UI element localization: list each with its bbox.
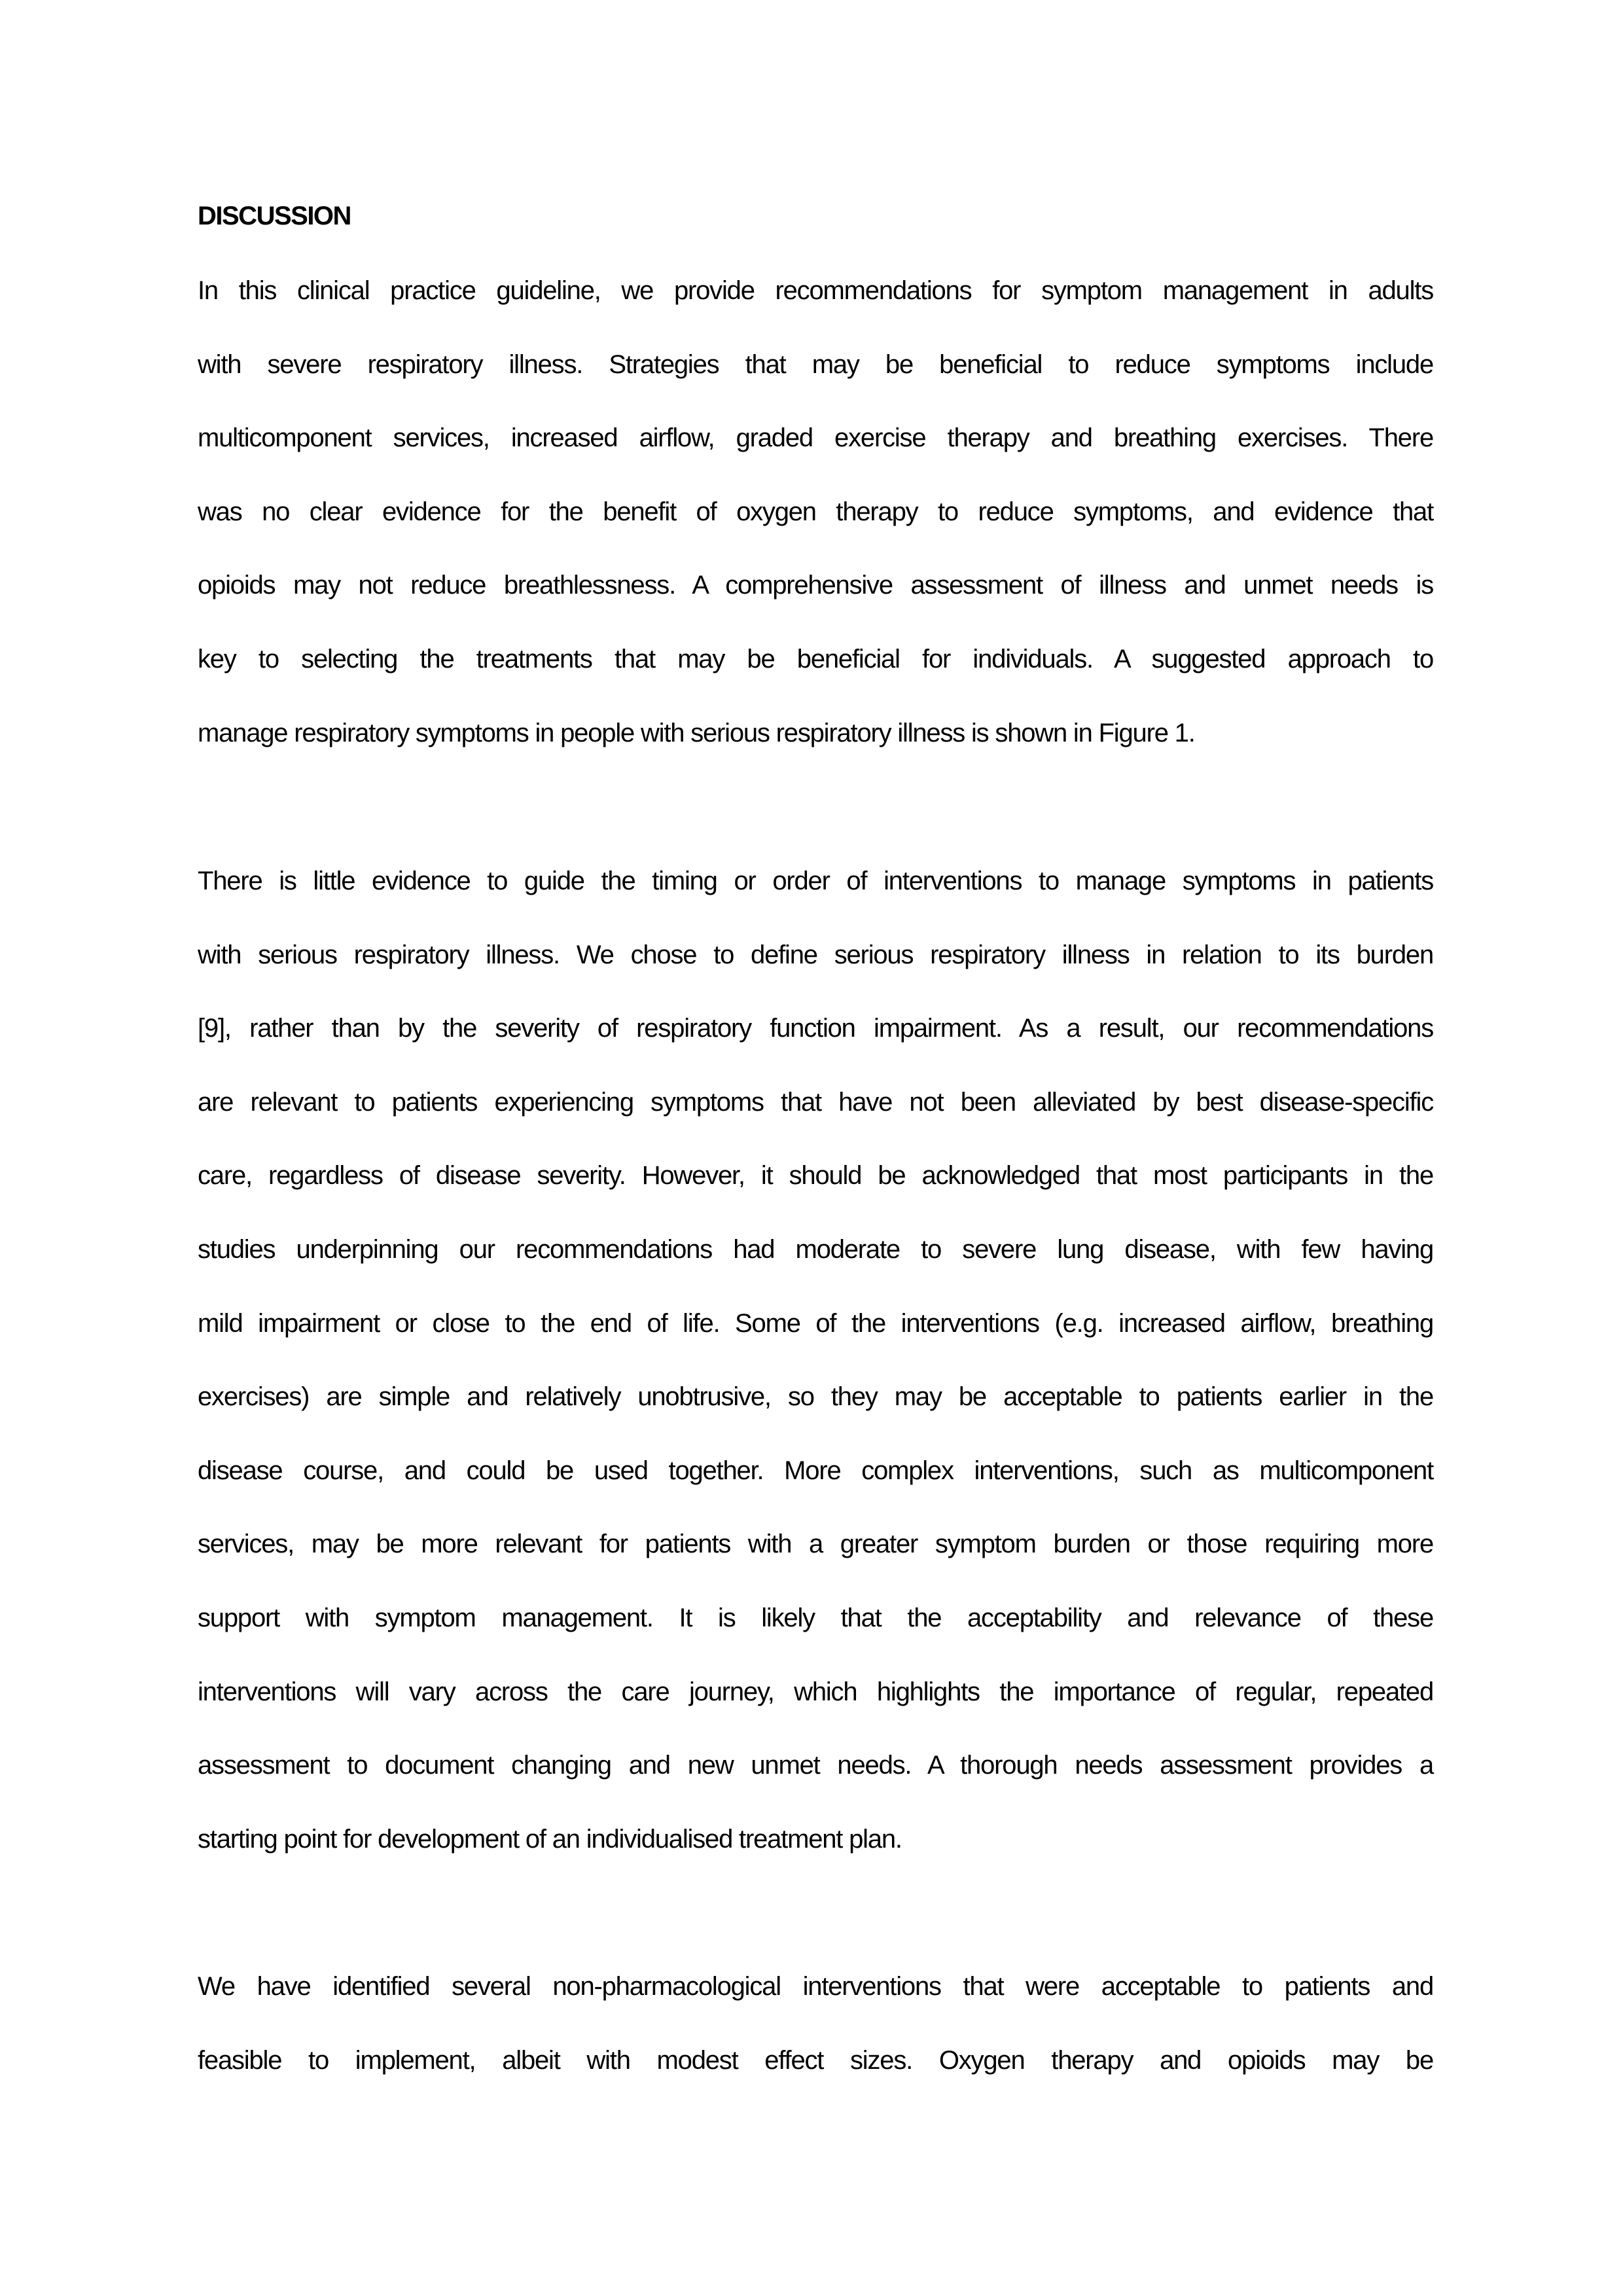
text-line: [198, 1746, 1433, 1820]
text-line-content: opioids may not reduce breathlessness. A comprehensive assessment of illness and unmet needs is: [198, 571, 1433, 600]
text-line-content: care, regardless of disease severity. However, it should be acknowledged that most participants in the: [198, 1161, 1433, 1191]
text-line: [198, 1598, 1433, 1672]
text-line: [198, 565, 1433, 639]
text-line-content: There is little evidence to guide the timing or order of interventions to manage symptoms in patients: [198, 867, 1433, 895]
text-line-content: assessment to document changing and new unmet needs. A thorough needs assessment provides a: [198, 1751, 1433, 1780]
text-line: [198, 1524, 1433, 1598]
text-line-content: multicomponent services, increased airflow, graded exercise therapy and breathing exercises. There: [198, 423, 1433, 453]
section-heading: DISCUSSION: [198, 202, 351, 230]
text-line-content: are relevant to patients experiencing symptoms that have not been alleviated by best disease-specific: [198, 1087, 1433, 1117]
text-line: [198, 1083, 1433, 1157]
text-line: [198, 713, 1433, 787]
text-line: [198, 1672, 1433, 1746]
text-line-content: services, may be more relevant for patients with a greater symptom burden or those requiring more: [198, 1530, 1433, 1559]
text-line: [198, 345, 1433, 419]
text-line-content: starting point for development of an individualised treatment plan.: [198, 1824, 902, 1854]
text-line: [198, 271, 1433, 345]
text-line-content: was no clear evidence for the benefit of oxygen therapy to reduce symptoms, and evidence that: [198, 497, 1433, 526]
text-line-content: mild impairment or close to the end of life. Some of the interventions (e.g. increased airflow, breathing: [198, 1308, 1433, 1338]
text-line-content: feasible to implement, albeit with modest effect sizes. Oxygen therapy and opioids may be: [198, 2045, 1433, 2075]
text-line: [198, 1967, 1433, 2041]
text-line: [198, 935, 1433, 1009]
paragraph-timing-of-interventions: [198, 861, 1433, 1893]
text-line-content: manage respiratory symptoms in people with serious respiratory illness is shown in Figure 1.: [198, 718, 1195, 747]
text-line-content: [9], rather than by the severity of respiratory function impairment. As a result, our recommendations: [198, 1014, 1433, 1043]
text-line: [198, 1451, 1433, 1525]
text-line-content: disease course, and could be used together. More complex interventions, such as multicomponent: [198, 1456, 1433, 1485]
text-line: [198, 1377, 1433, 1451]
text-line: [198, 1156, 1433, 1230]
text-line-content: studies underpinning our recommendations had moderate to severe lung disease, with few having: [198, 1234, 1433, 1264]
text-line: [198, 1820, 1433, 1893]
paragraph-non-pharmacological: [198, 1967, 1433, 2114]
text-line: [198, 492, 1433, 566]
text-line-content: with serious respiratory illness. We chose to define serious respiratory illness in relation to its burden: [198, 940, 1433, 969]
text-line-content: with severe respiratory illness. Strategies that may be beneficial to reduce symptoms include: [198, 350, 1433, 379]
text-line: [198, 861, 1433, 935]
text-line-content: key to selecting the treatments that may be beneficial for individuals. A suggested approach to: [198, 644, 1433, 673]
paragraph-summary: [198, 271, 1433, 787]
text-line-content: We have identified several non-pharmacological interventions that were acceptable to patients and: [198, 1972, 1433, 2001]
text-line-content: exercises) are simple and relatively unobtrusive, so they may be acceptable to patients earlier in the: [198, 1382, 1433, 1412]
text-line-content: interventions will vary across the care journey, which highlights the importance of regular, repeated: [198, 1677, 1433, 1706]
text-line: [198, 1304, 1433, 1378]
text-line-content: support with symptom management. It is likely that the acceptability and relevance of these: [198, 1603, 1433, 1632]
text-line: [198, 1230, 1433, 1304]
text-line-content: In this clinical practice guideline, we provide recommendations for symptom management in adults: [198, 276, 1433, 305]
text-line: [198, 2041, 1433, 2115]
text-line: [198, 639, 1433, 713]
text-line: [198, 418, 1433, 492]
text-line: [198, 1009, 1433, 1083]
